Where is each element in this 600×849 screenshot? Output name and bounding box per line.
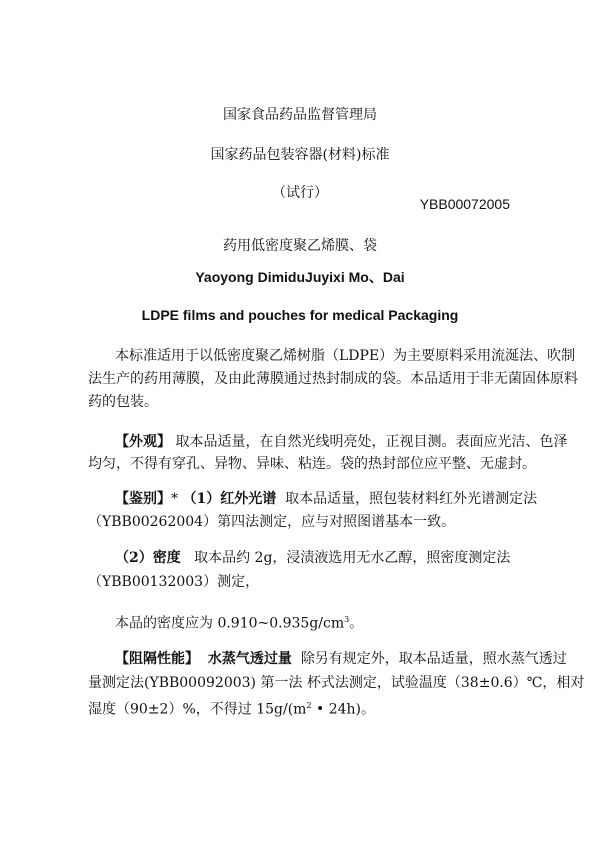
trial-note: （试行） [272,185,328,201]
appearance-text-2: 均匀，不得有穿孔、异物、异味、粘连。袋的热封部位应平整、无虚封。 [88,456,536,472]
barrier-sup: 2 [306,701,312,710]
appearance-line [115,433,568,451]
issuing-authority: 国家食品药品监督管理局 [223,107,377,123]
density-text: 取本品约 2g，浸渍液选用无水乙醇，照密度测定法 [194,550,511,566]
title-en: LDPE films and pouches for medical Packaging [141,307,459,323]
barrier-text-2: 量测定法(YBB00092003) 第一法 杯式法测定，试验温度（38±0.6）℃，相对 [88,675,585,691]
water-vapor-label: 水蒸气透过量 [207,651,292,667]
density-line [115,549,541,567]
barrier-limit: 湿度（90±2）%，不得过 15g/(m [88,701,307,718]
density-spec-text: 本品的密度应为 0.910~0.935g/cm [115,615,345,632]
density-unit-sup: 3 [344,615,350,624]
identification-label: 【鉴别】 [115,491,171,507]
density-label: （2）密度 [115,550,181,566]
title-cn: 药用低密度聚乙烯膜、袋 [223,238,377,254]
density-text-2: （YBB00132003）测定， [88,574,260,590]
standard-type: 国家药品包装容器(材料)标准 [210,147,390,163]
appearance-label: 【外观】 [115,434,171,450]
density-spec-end: 。 [349,615,364,632]
barrier-line [115,650,567,668]
barrier-label: 【阻隔性能】 [115,651,199,667]
density-spec [115,611,541,633]
appearance-text: 取本品适量，在自然光线明亮处，正视目测。表面应光洁、色泽 [175,434,568,450]
barrier-limit-end: • 24h)。 [311,701,375,718]
intro-line: 法生产的药用薄膜，及由此薄膜通过热封制成的袋。本品适用于非无菌固体原料 [88,371,578,387]
barrier-text-3 [88,697,514,719]
ir-text-2: （YBB00262004）第四法测定，应与对照图谱基本一致。 [88,514,456,530]
title-pinyin: Yaoyong DimiduJuyixi Mo、Dai [195,269,405,285]
barrier-text: 除另有规定外，取本品适量，照水蒸气透过 [300,651,567,667]
intro-line: 药的包装。 [88,394,158,410]
ir-label: （1）红外光谱 [182,491,277,507]
identification-line [115,490,541,508]
standard-code: YBB00072005 [419,196,510,212]
ir-text: 取本品适量，照包装材料红外光谱测定法 [285,491,538,507]
footnote-star: * [171,491,178,507]
intro-line: 本标准适用于以低密度聚乙烯树脂（LDPE）为主要原料采用流涎法、吹制 [115,348,576,364]
